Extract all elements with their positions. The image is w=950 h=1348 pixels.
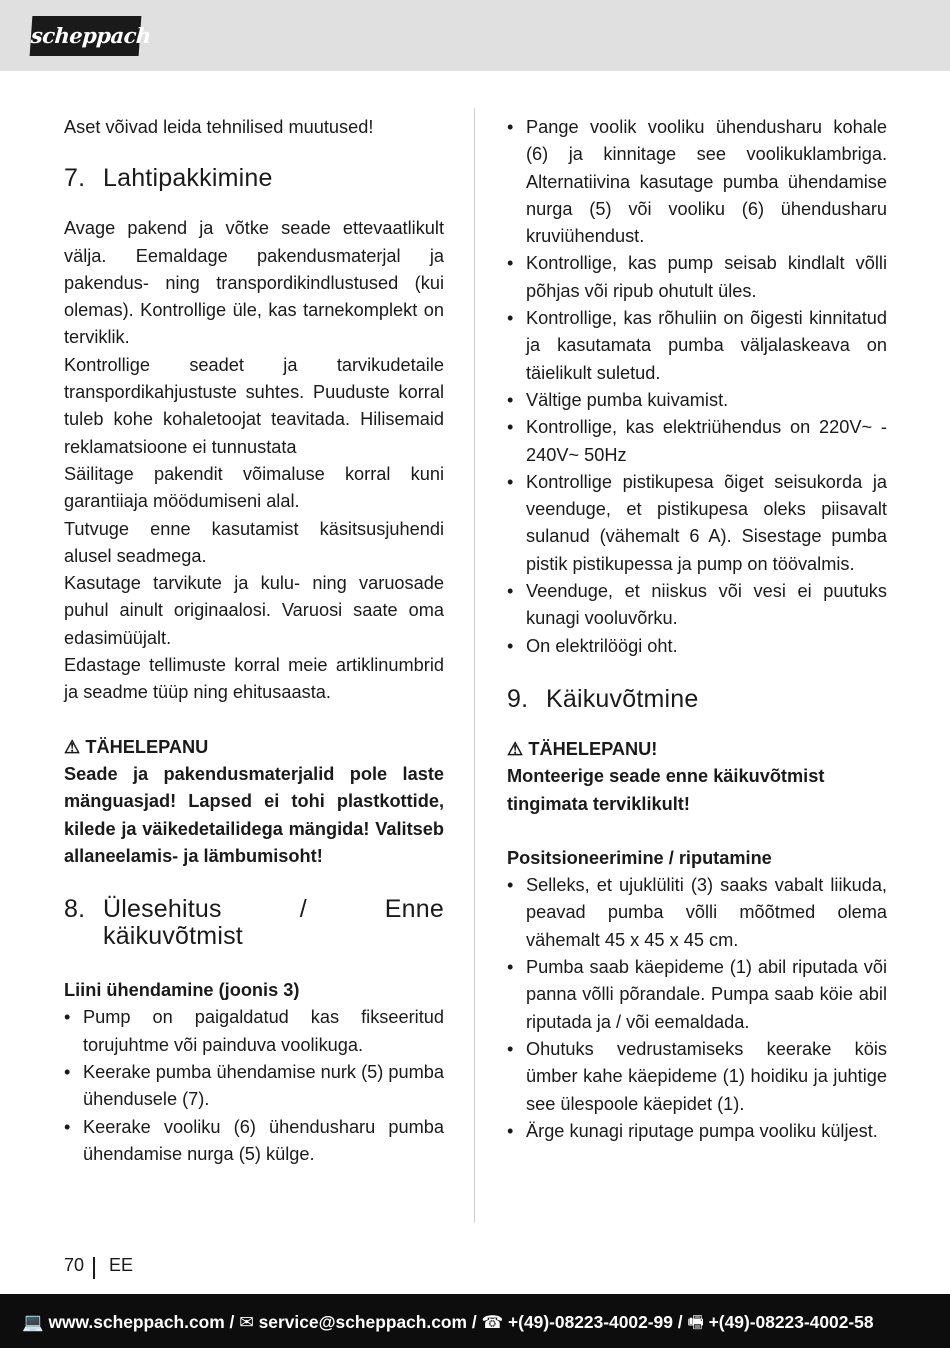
section-9-heading: [507, 685, 887, 713]
list-item: • Kontrollige pistikupesa õiget seisukorda ja veenduge, et pistikupesa oleks piisavalt sulanud (vähemalt 6 A). Sisestage pumba pistik pistikupessa ja pump on töövalmis.: [507, 471, 887, 574]
section-7-heading: [64, 164, 444, 192]
list-item: • On elektrilöögi oht.: [507, 635, 678, 656]
list-item: • Kontrollige, kas rõhuliin on õigesti kinnitatud ja kasutamata pumba väljalaskeava on täielikult suletud.: [507, 308, 887, 383]
warning-text: Seade ja pakendusmaterjalid pole laste mänguasjad! Lapsed ei tohi plastkottide, kilede ja väikedetailidega mängida! Valitseb allaneelamis- ja lämbumisoht!: [64, 763, 444, 866]
list-item: • Ohutuks vedrustamiseks keerake köis ümber kahe käepideme (1) hoidiku ja juhtige see ülespoole käepidet (1).: [507, 1038, 887, 1114]
section-number: 8.: [64, 895, 86, 924]
warning-text: Monteerige seade enne käikuvõtmist tingimata terviklikult!: [507, 766, 825, 814]
list-item: • Vältige pumba kuivamist.: [507, 389, 729, 410]
footer-bar: [0, 1294, 950, 1348]
list-item: • Keerake vooliku (6) ühendusharu pumba ühendamise nurga (5) külge.: [64, 1116, 444, 1164]
paragraph: Kasutage tarvikute ja kulu- ning varuosade puhul ainult originaalosi. Varuosi saate oma edasimüüjalt.: [64, 573, 444, 648]
page-number: 70: [64, 1255, 85, 1275]
list-item: • Selleks, et ujuklüliti (3) saaks vabalt liikuda, peavad pumba võlli mõõtmed olema vähemalt 45 x 45 x 45 cm.: [507, 875, 887, 950]
column-divider: [474, 108, 475, 1223]
list-item: • Keerake pumba ühendamise nurk (5) pumba ühendusele (7).: [64, 1062, 444, 1110]
left-column: [64, 114, 444, 1168]
fax-icon: 🖷: [687, 1312, 704, 1332]
section-title: Käikuvõtmine: [546, 684, 699, 713]
section-title: Ülesehitus / Enne käikuvõtmist: [103, 895, 444, 951]
warning-title: ⚠ TÄHELEPANU!: [507, 738, 658, 759]
page-separator: [93, 1257, 95, 1279]
warning-title: ⚠ TÄHELEPANU: [64, 736, 209, 757]
paragraph: Edastage tellimuste korral meie artiklinumbrid ja seadme tüüp ning ehitusaasta.: [64, 655, 444, 703]
list-item: • Pumba saab käepideme (1) abil riputada või panna võlli põrandale. Pumpa saab köie abil riputada ja / või eemaldada.: [507, 957, 887, 1032]
list-item: • Pump on paigaldatud kas fikseeritud torujuhtme või painduva voolikuga.: [64, 1007, 444, 1055]
section-number: 7.: [64, 164, 86, 193]
scheppach-logo: scheppach: [30, 16, 142, 56]
paragraph: Kontrollige seadet ja tarvikudetaile transpordikahjustuste suhtes. Puuduste korral tuleb kohe kohaletoojat teavitada. Hilisemaid reklamatsioone ei tunnustata: [64, 354, 444, 457]
language-code: EE: [109, 1255, 134, 1275]
computer-icon: 💻: [22, 1312, 44, 1332]
bullet-list: [64, 1004, 444, 1168]
bullet-list: [507, 114, 887, 660]
mail-icon: ✉: [239, 1312, 254, 1332]
paragraph: Säilitage pakendit võimaluse korral kuni garantiiaja möödumiseni alal.: [64, 463, 444, 512]
section-8-heading: [64, 896, 444, 950]
list-item: • Ärge kunagi riputage pumpa vooliku küljest.: [507, 1120, 878, 1141]
section-title: Lahtipakkimine: [103, 164, 273, 193]
list-item: • Kontrollige, kas pump seisab kindlalt võlli põhjas või ripub ohutult üles.: [507, 253, 887, 301]
fax-number: +(49)-08223-4002-58: [708, 1312, 874, 1332]
subheading: Liini ühendamine (joonis 3): [64, 980, 300, 1001]
email-link[interactable]: service@scheppach.com /: [258, 1312, 477, 1332]
phone-number: +(49)-08223-4002-99 /: [508, 1312, 683, 1332]
intro-text: Aset võivad leida tehnilised muutused!: [64, 117, 374, 137]
header-bar: [0, 0, 950, 71]
section-number: 9.: [507, 684, 529, 713]
right-column: [507, 114, 887, 1145]
paragraph: Tutvuge enne kasutamist käsitsusjuhendi alusel seadmega.: [64, 518, 444, 566]
bullet-list: [507, 872, 887, 1145]
phone-icon: ☎: [481, 1312, 504, 1332]
paragraph: Avage pakend ja võtke seade ettevaatlikult välja. Eemaldage pakendusmaterjal ja pakendus- ning transpordikindlustused (kui olemas). Kontrollige üle, kas tarnekomplekt on terviklik.: [64, 218, 444, 348]
list-item: • Veenduge, et niiskus või vesi ei puutuks kunagi vooluvõrku.: [507, 581, 887, 629]
list-item: • Pange voolik vooliku ühendusharu kohale (6) ja kinnitage see voolikuklambriga. Alternatiivina kasutage pumba ühendamise nurga (5) või vooliku (6) ühendusharu kruviühendust.: [507, 117, 887, 247]
list-item: • Kontrollige, kas elektriühendus on 220V~ - 240V~ 50Hz: [507, 417, 887, 465]
website-link[interactable]: www.scheppach.com /: [48, 1312, 235, 1332]
footer-contact: [22, 1309, 874, 1339]
subheading: Positsioneerimine / riputamine: [507, 847, 772, 868]
